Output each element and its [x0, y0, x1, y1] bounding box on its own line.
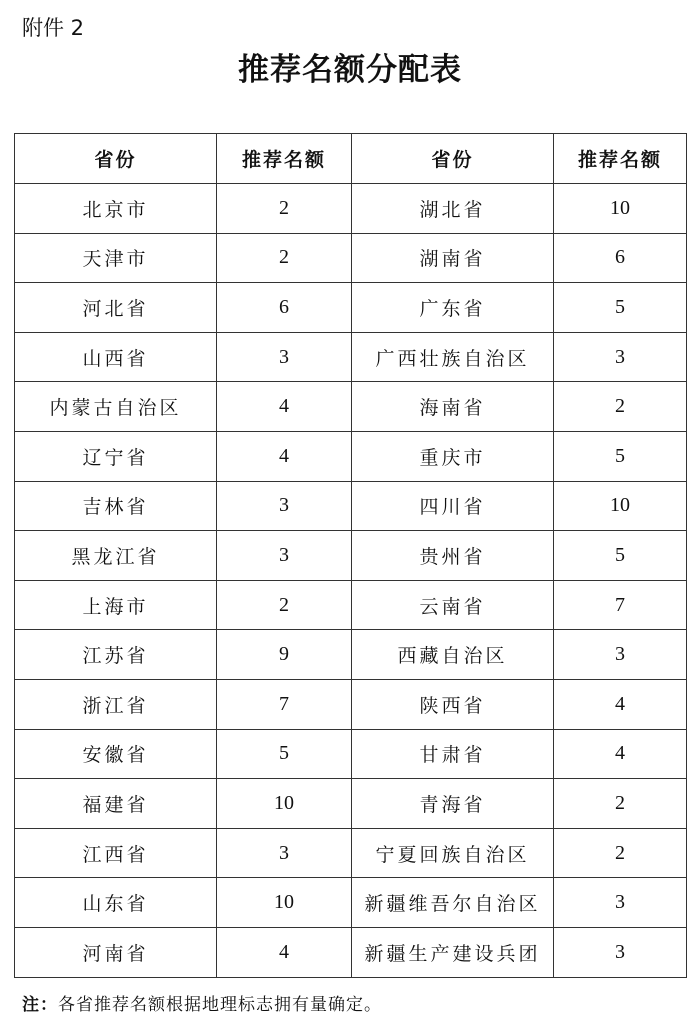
quota-cell: 3 [217, 828, 352, 878]
quota-cell: 2 [217, 233, 352, 283]
province-cell: 广东省 [352, 283, 554, 333]
quota-cell: 5 [554, 531, 687, 581]
quota-cell: 7 [554, 580, 687, 630]
column-header-province: 省份 [15, 134, 217, 184]
province-cell: 北京市 [15, 184, 217, 234]
quota-cell: 3 [217, 481, 352, 531]
quota-cell: 10 [554, 481, 687, 531]
quota-cell: 2 [554, 828, 687, 878]
table-row [15, 878, 687, 928]
table-row [15, 779, 687, 829]
province-cell: 青海省 [352, 779, 554, 829]
province-cell: 江西省 [15, 828, 217, 878]
footnote [22, 990, 382, 1015]
province-cell: 上海市 [15, 580, 217, 630]
quota-table [14, 133, 687, 978]
quota-cell: 7 [217, 679, 352, 729]
table-row [15, 283, 687, 333]
table-row [15, 184, 687, 234]
quota-cell: 3 [217, 531, 352, 581]
quota-cell: 5 [554, 431, 687, 481]
quota-cell: 4 [217, 927, 352, 977]
province-cell: 宁夏回族自治区 [352, 828, 554, 878]
province-cell: 湖北省 [352, 184, 554, 234]
province-cell: 西藏自治区 [352, 630, 554, 680]
quota-cell: 2 [554, 779, 687, 829]
province-cell: 湖南省 [352, 233, 554, 283]
quota-cell: 3 [217, 332, 352, 382]
province-cell: 新疆生产建设兵团 [352, 927, 554, 977]
footnote-text: 各省推荐名额根据地理标志拥有量确定。 [58, 995, 382, 1015]
quota-cell: 9 [217, 630, 352, 680]
table-row [15, 729, 687, 779]
quota-cell: 6 [554, 233, 687, 283]
table-row [15, 531, 687, 581]
quota-cell: 10 [217, 779, 352, 829]
province-cell: 甘肃省 [352, 729, 554, 779]
quota-cell: 4 [554, 679, 687, 729]
province-cell: 浙江省 [15, 679, 217, 729]
quota-cell: 10 [554, 184, 687, 234]
table-row [15, 927, 687, 977]
province-cell: 海南省 [352, 382, 554, 432]
province-cell: 辽宁省 [15, 431, 217, 481]
page-title: 推荐名额分配表 [238, 52, 462, 88]
quota-cell: 4 [217, 382, 352, 432]
quota-cell: 6 [217, 283, 352, 333]
column-header-province: 省份 [352, 134, 554, 184]
province-cell: 安徽省 [15, 729, 217, 779]
table-row [15, 481, 687, 531]
quota-cell: 4 [554, 729, 687, 779]
quota-cell: 3 [554, 630, 687, 680]
province-cell: 四川省 [352, 481, 554, 531]
quota-cell: 2 [217, 184, 352, 234]
province-cell: 山东省 [15, 878, 217, 928]
province-cell: 内蒙古自治区 [15, 382, 217, 432]
province-cell: 陕西省 [352, 679, 554, 729]
footnote-label: 注： [22, 995, 58, 1015]
table-row [15, 630, 687, 680]
quota-cell: 3 [554, 332, 687, 382]
province-cell: 山西省 [15, 332, 217, 382]
province-cell: 云南省 [352, 580, 554, 630]
quota-cell: 3 [554, 878, 687, 928]
table-row [15, 332, 687, 382]
table-row [15, 431, 687, 481]
table-row [15, 382, 687, 432]
column-header-quota: 推荐名额 [554, 134, 687, 184]
province-cell: 福建省 [15, 779, 217, 829]
attachment-label: 附件 2 [22, 16, 85, 40]
province-cell: 河北省 [15, 283, 217, 333]
province-cell: 江苏省 [15, 630, 217, 680]
province-cell: 天津市 [15, 233, 217, 283]
province-cell: 吉林省 [15, 481, 217, 531]
quota-cell: 2 [217, 580, 352, 630]
column-header-quota: 推荐名额 [217, 134, 352, 184]
table-row [15, 580, 687, 630]
quota-cell: 10 [217, 878, 352, 928]
quota-cell: 3 [554, 927, 687, 977]
province-cell: 河南省 [15, 927, 217, 977]
province-cell: 黑龙江省 [15, 531, 217, 581]
province-cell: 贵州省 [352, 531, 554, 581]
quota-cell: 2 [554, 382, 687, 432]
province-cell: 重庆市 [352, 431, 554, 481]
table-row [15, 828, 687, 878]
quota-cell: 5 [554, 283, 687, 333]
province-cell: 新疆维吾尔自治区 [352, 878, 554, 928]
table-row [15, 679, 687, 729]
table-header-row [15, 134, 687, 184]
quota-cell: 5 [217, 729, 352, 779]
quota-cell: 4 [217, 431, 352, 481]
table-row [15, 233, 687, 283]
province-cell: 广西壮族自治区 [352, 332, 554, 382]
